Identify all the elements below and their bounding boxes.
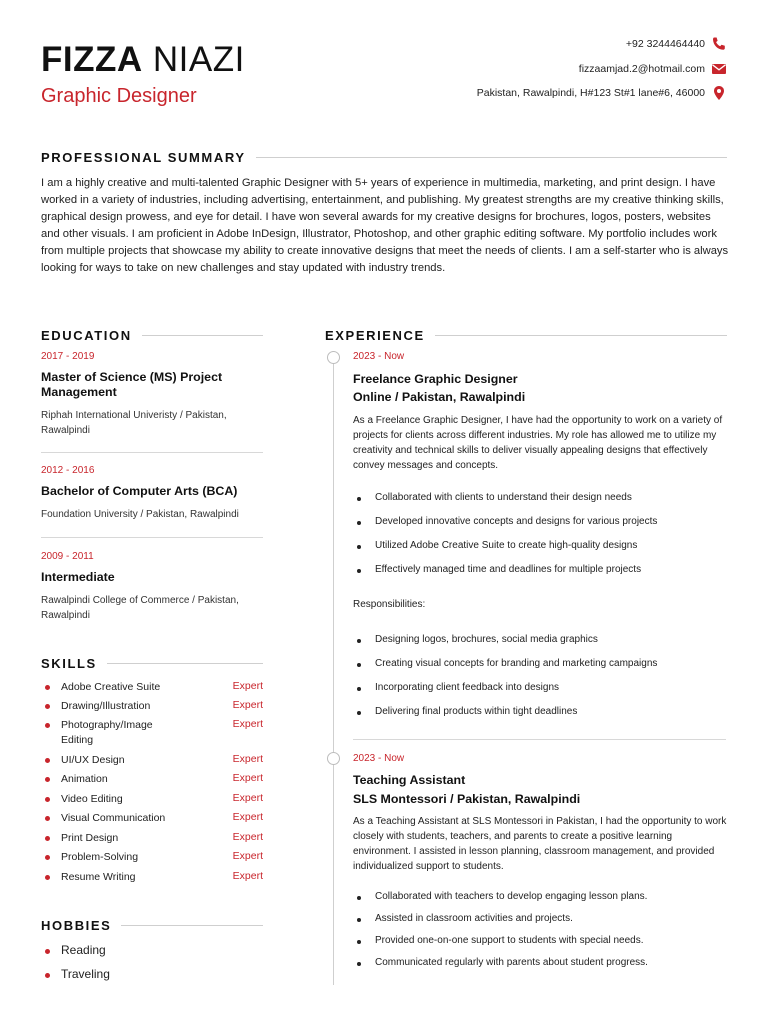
job-description: As a Teaching Assistant at SLS Montessori in Pakistan, I had the opportunity to work closely with students, teachers, and parents to create a positive learning environment. I assisted in lesson planning, classroom management, and provided individualized support to students.: [353, 816, 727, 872]
phone-icon: [711, 36, 727, 52]
responsibility-text: Delivering final products within tight deadlines: [375, 706, 578, 717]
responsibilities-block: [353, 599, 728, 610]
bullet-dot: [357, 940, 361, 944]
achievement-text: Collaborated with teachers to develop engaging lesson plans.: [375, 891, 648, 902]
achievement-text: Utilized Adobe Creative Suite to create high-quality designs: [375, 540, 638, 551]
job-title: Teaching Assistant: [353, 773, 466, 787]
bullet-dot: [45, 797, 50, 802]
skill-name: Problem-Solving: [61, 851, 139, 863]
skill-name: Animation: [61, 773, 108, 785]
job-role: Graphic Designer: [41, 85, 197, 107]
timeline-marker: [327, 351, 340, 364]
bullet-dot: [45, 875, 50, 880]
education-institution: Rawalpindi College of Commerce / Pakistan, Rawalpindi: [41, 595, 239, 621]
education-institution: Foundation University / Pakistan, Rawalpindi: [41, 509, 239, 520]
last-name: NIAZI: [152, 40, 245, 79]
bullet-dot: [357, 962, 361, 966]
education-item: [41, 351, 263, 438]
skill-name: Drawing/Illustration: [61, 700, 151, 712]
achievement-text: Communicated regularly with parents about student progress.: [375, 957, 648, 968]
skill-level: Expert: [232, 680, 263, 692]
email-text: fizzaamjad.2@hotmail.com: [578, 63, 705, 75]
bullet-dot: [45, 758, 50, 763]
responsibility-text: Incorporating client feedback into designs: [375, 682, 560, 693]
contact-phone[interactable]: [427, 36, 727, 52]
divider: [256, 157, 727, 158]
company-name: SLS Montessori / Pakistan, Rawalpindi: [353, 792, 581, 806]
section-heading-experience: [325, 328, 727, 343]
education-item: [41, 551, 263, 623]
location-pin-icon: [711, 85, 727, 101]
skill-level: Expert: [232, 772, 263, 784]
summary-text: I am a highly creative and multi-talented Graphic Designer with 5+ years of experience in multimedia, marketing, and print design. I have worked in a variety of industries, including advertising, entertainment, and publishing. My greatest strengths are my creative thinking skills, graphical design prowess, and eye for detail. I have won several awards for my creative designs for brochures, logos, posters, websites and other visuals. I am proficient in Adobe InDesign, Illustrator, Photoshop, and other graphic editing software. My portfolio includes work from multiple projects that showcase my ability to create innovative designs that meet the needs of clients. I am a self-starter who is always looking for ways to take on new challenges and stay updated with industry trends.: [41, 177, 729, 274]
divider: [435, 335, 727, 336]
bullet-dot: [45, 816, 50, 821]
education-degree: Bachelor of Computer Arts (BCA): [41, 484, 238, 498]
education-degree: Intermediate: [41, 570, 115, 584]
divider: [121, 925, 263, 926]
hobby-name: Traveling: [61, 967, 110, 981]
bullet-dot: [357, 569, 361, 573]
section-heading-summary: [41, 150, 727, 165]
skill-level: Expert: [232, 850, 263, 862]
skill-level: Expert: [232, 792, 263, 804]
experience-company-block: [353, 390, 728, 404]
skill-level: Expert: [232, 753, 263, 765]
timeline-marker: [327, 752, 340, 765]
bullet-dot: [357, 896, 361, 900]
responsibility-text: Creating visual concepts for branding and marketing campaigns: [375, 658, 658, 669]
responsibility-text: Designing logos, brochures, social media graphics: [375, 634, 598, 645]
skill-level: Expert: [232, 811, 263, 823]
bullet-dot: [45, 855, 50, 860]
experience-description-block: [353, 814, 731, 874]
bullet-dot: [45, 723, 50, 728]
divider: [41, 452, 263, 453]
section-heading-hobbies: [41, 918, 263, 933]
achievement-text: Developed innovative concepts and designs for various projects: [375, 516, 658, 527]
skill-name: Photography/Image Editing: [61, 719, 153, 746]
bullet-dot: [357, 687, 361, 691]
divider: [107, 663, 263, 664]
experience-title-block: [353, 372, 728, 386]
section-heading-skills: [41, 656, 263, 671]
skill-name: Video Editing: [61, 793, 123, 805]
bullet-dot: [45, 836, 50, 841]
hobbies-heading: HOBBIES: [41, 918, 112, 933]
responsibilities-label: Responsibilities:: [353, 599, 426, 610]
skill-level: Expert: [232, 699, 263, 711]
summary-heading: PROFESSIONAL SUMMARY: [41, 150, 246, 165]
skill-level: Expert: [232, 718, 263, 730]
education-dates: 2017 - 2019: [41, 351, 95, 362]
bullet-dot: [357, 711, 361, 715]
experience-item: [353, 351, 728, 362]
skill-name: Visual Communication: [61, 812, 166, 824]
bullet-dot: [45, 777, 50, 782]
divider: [142, 335, 263, 336]
experience-item: [353, 753, 728, 764]
job-description: As a Freelance Graphic Designer, I have had the opportunity to work on a variety of projects for clients across different industries. My role has allowed me to utilize my creativity and technical skills to deliver visually appealing designs that effectively convey messages and concepts.: [353, 415, 723, 471]
bullet-dot: [357, 663, 361, 667]
bullet-dot: [357, 545, 361, 549]
skill-name: Adobe Creative Suite: [61, 681, 161, 693]
hobby-name: Reading: [61, 943, 106, 957]
bullet-dot: [45, 685, 50, 690]
bullet-dot: [357, 639, 361, 643]
experience-description-block: [353, 413, 731, 473]
experience-title-block: [353, 773, 728, 787]
experience-company-block: [353, 792, 728, 806]
job-title: Freelance Graphic Designer: [353, 372, 518, 386]
skill-name: Resume Writing: [61, 871, 136, 883]
section-heading-education: [41, 328, 263, 343]
skill-name: UI/UX Design: [61, 754, 125, 766]
company-name: Online / Pakistan, Rawalpindi: [353, 390, 526, 404]
divider: [353, 739, 726, 740]
achievement-text: Effectively managed time and deadlines for multiple projects: [375, 564, 642, 575]
bullet-dot: [45, 949, 50, 954]
education-dates: 2012 - 2016: [41, 465, 95, 476]
achievement-text: Provided one-on-one support to students with special needs.: [375, 935, 644, 946]
bullet-dot: [357, 497, 361, 501]
first-name: FIZZA: [41, 40, 143, 79]
bullet-dot: [357, 521, 361, 525]
contact-address: [427, 85, 727, 101]
achievement-text: Assisted in classroom activities and projects.: [375, 913, 573, 924]
bullet-dot: [357, 918, 361, 922]
achievement-text: Collaborated with clients to understand their design needs: [375, 492, 632, 503]
experience-dates: 2023 - Now: [353, 753, 405, 764]
divider: [41, 537, 263, 538]
education-dates: 2009 - 2011: [41, 551, 94, 562]
candidate-name: [41, 40, 245, 80]
skill-level: Expert: [232, 831, 263, 843]
skills-heading: SKILLS: [41, 656, 97, 671]
experience-heading: EXPERIENCE: [325, 328, 425, 343]
phone-text: +92 3244464440: [625, 38, 705, 50]
experience-dates: 2023 - Now: [353, 351, 405, 362]
mail-icon: [711, 61, 727, 77]
bullet-dot: [45, 973, 50, 978]
address-text: Pakistan, Rawalpindi, H#123 St#1 lane#6, 46000: [476, 87, 705, 99]
skill-level: Expert: [232, 870, 263, 882]
education-heading: EDUCATION: [41, 328, 132, 343]
contact-email[interactable]: [427, 61, 727, 77]
education-institution: Riphah International Univeristy / Pakistan, Rawalpindi: [41, 410, 227, 436]
timeline-line: [333, 362, 334, 985]
bullet-dot: [45, 704, 50, 709]
skill-name: Print Design: [61, 832, 119, 844]
education-degree: Master of Science (MS) Project Management: [41, 370, 223, 399]
education-item: [41, 465, 263, 522]
